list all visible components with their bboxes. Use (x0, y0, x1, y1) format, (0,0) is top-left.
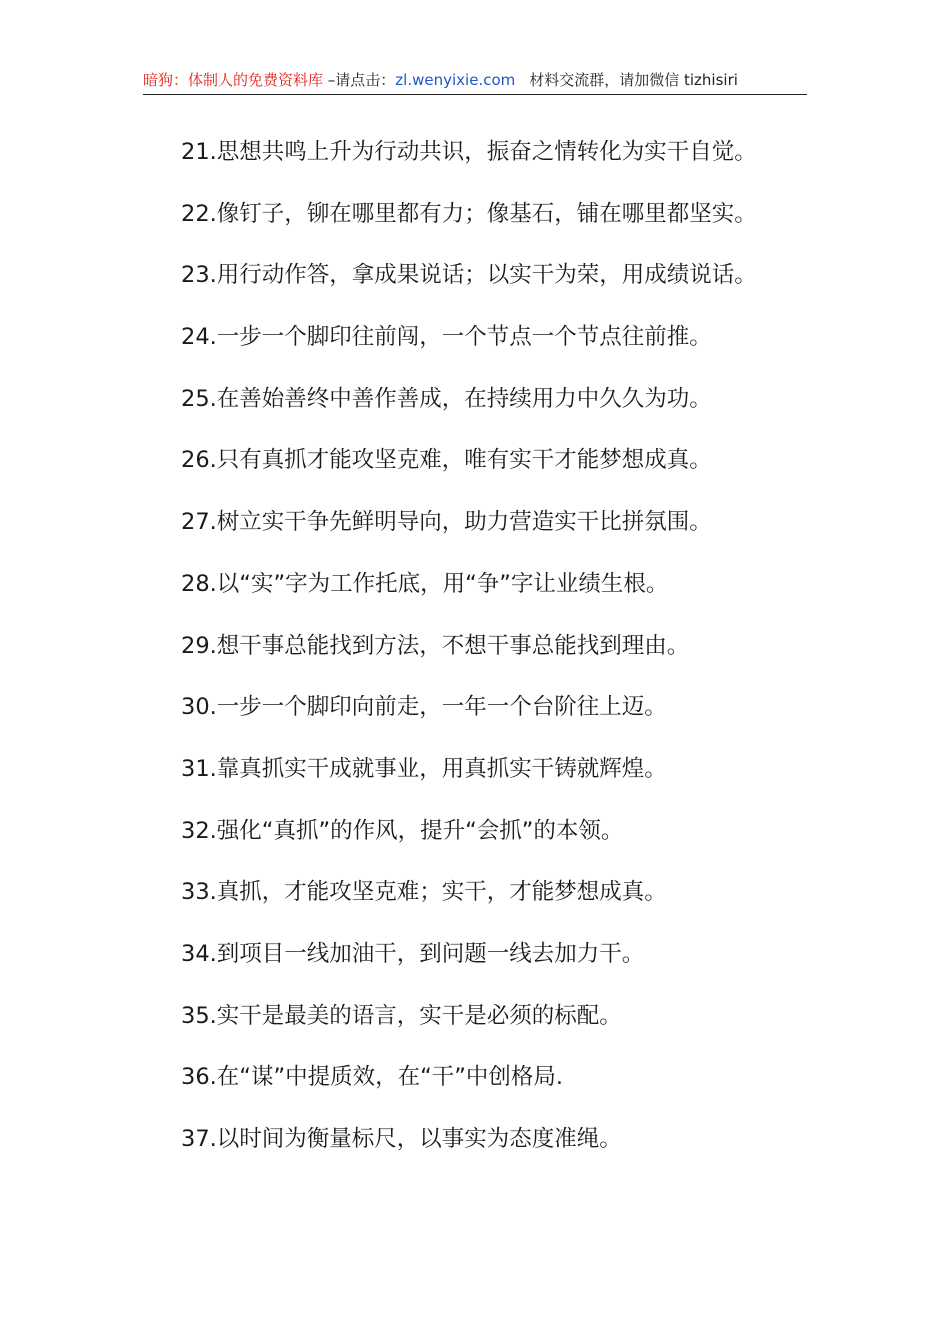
phrase-line: 29.想干事总能找到方法，不想干事总能找到理由。 (181, 632, 690, 659)
phrase-line: 21.思想共鸣上升为行动共识，振奋之情转化为实干自觉。 (181, 139, 757, 165)
phrase-list (181, 132, 841, 1181)
phrase-line: 28.以“实”字为工作托底，用“争”字让业绩生根。 (181, 570, 669, 597)
header-link[interactable]: zl.wenyixie.com (395, 71, 516, 89)
phrase-line: 37.以时间为衡量标尺，以事实为态度准绳。 (181, 1126, 622, 1152)
header-brand: 暗狗：体制人的免费资料库 (143, 71, 324, 89)
header-separator: –请点击： (323, 71, 396, 89)
phrase-line: 34.到项目一线加油干，到问题一线去加力干。 (181, 940, 645, 967)
phrase-line: 33.真抓，才能攻坚克难；实干，才能梦想成真。 (181, 879, 667, 906)
phrase-line: 36.在“谋”中提质效，在“干”中创格局. (181, 1064, 564, 1091)
page-header (143, 68, 807, 95)
phrase-line: 27.树立实干争先鲜明导向，助力营造实干比拼氛围。 (181, 509, 712, 536)
phrase-line: 31.靠真抓实干成就事业，用真抓实干铸就辉煌。 (181, 755, 667, 782)
phrase-line: 32.强化“真抓”的作风，提升“会抓”的本领。 (181, 817, 624, 844)
phrase-line: 35.实干是最美的语言，实干是必须的标配。 (181, 1002, 622, 1029)
phrase-line: 22.像钉子，铆在哪里都有力；像基石，铺在哪里都坚实。 (181, 200, 757, 227)
header-wechat: 材料交流群，请加微信 tizhisiri (529, 71, 738, 89)
phrase-line: 24.一步一个脚印往前闯，一个节点一个节点往前推。 (181, 324, 712, 351)
phrase-line: 23.用行动作答，拿成果说话；以实干为荣，用成绩说话。 (181, 262, 757, 289)
phrase-line: 26.只有真抓才能攻坚克难，唯有实干才能梦想成真。 (181, 447, 712, 474)
phrase-line: 30.一步一个脚印向前走，一年一个台阶往上迈。 (181, 694, 667, 721)
phrase-line: 25.在善始善终中善作善成，在持续用力中久久为功。 (181, 385, 712, 412)
